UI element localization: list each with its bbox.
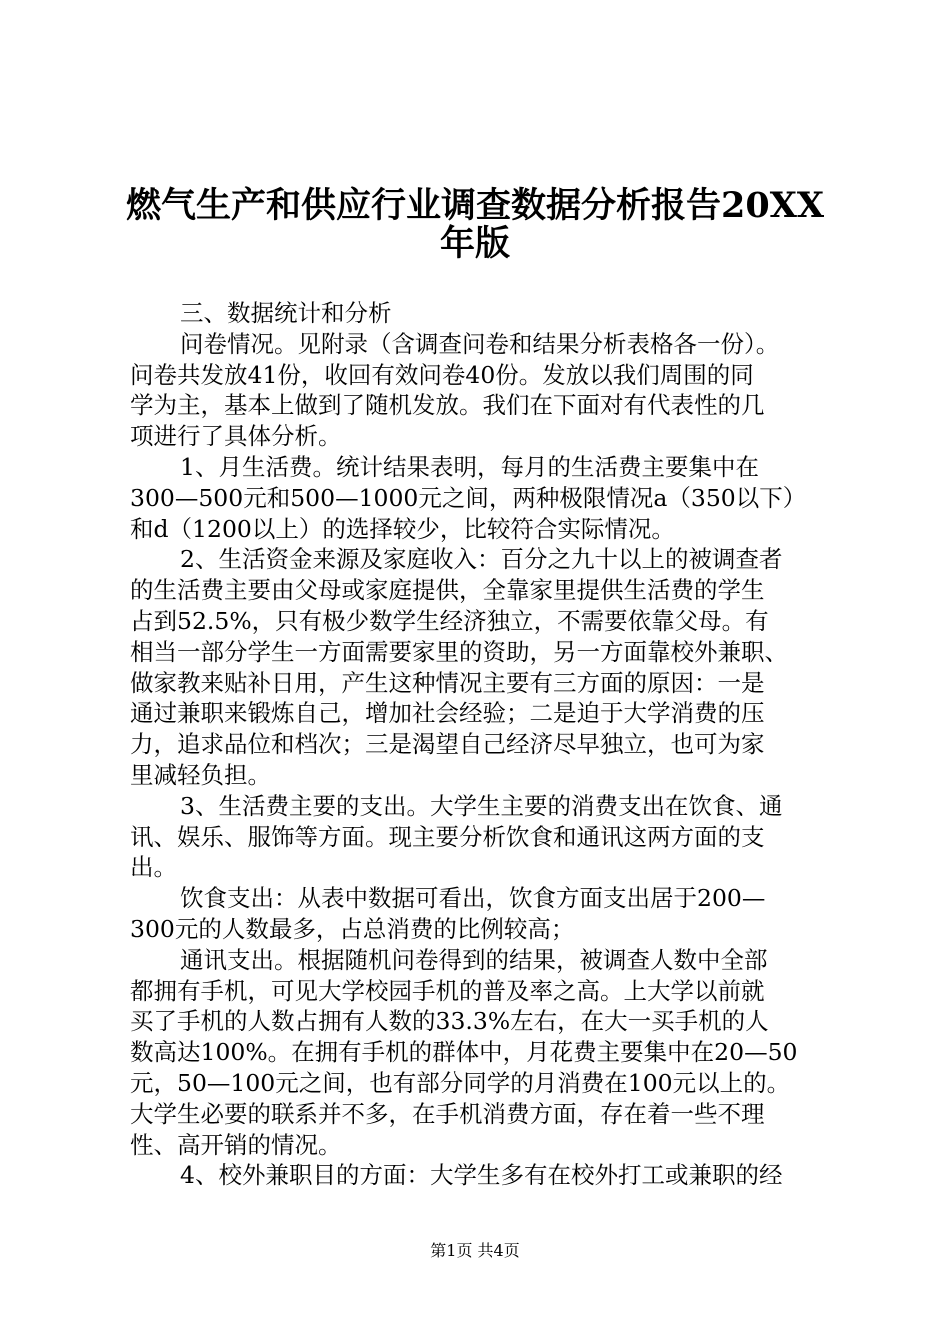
paragraph-line: 大学生必要的联系并不多，在手机消费方面，存在着一些不理 — [130, 1099, 765, 1128]
paragraph-line: 买了手机的人数占拥有人数的33.3%左右，在大一买手机的人 — [130, 1007, 769, 1036]
paragraph-line: 出。 — [130, 853, 177, 882]
paragraph-line: 元，50—100元之间，也有部分同学的月消费在100元以上的。 — [130, 1068, 791, 1097]
paragraph-line: 的生活费主要由父母或家庭提供，全靠家里提供生活费的学生 — [130, 576, 765, 605]
paragraph-line: 300—500元和500—1000元之间，两种极限情况a（350以下） — [130, 483, 807, 512]
paragraph-line: 饮食支出：从表中数据可看出，饮食方面支出居于200— — [180, 884, 766, 913]
paragraph-line: 学为主，基本上做到了随机发放。我们在下面对有代表性的几 — [130, 391, 765, 420]
paragraph-line: 占到52.5%，只有极少数学生经济独立，不需要依靠父母。有 — [130, 606, 769, 635]
page-number-footer: 第1页 共4页 — [430, 1241, 520, 1260]
paragraph-line: 讯、娱乐、服饰等方面。现主要分析饮食和通讯这两方面的支 — [130, 822, 765, 851]
paragraph-line: 2、生活资金来源及家庭收入：百分之九十以上的被调查者 — [180, 545, 783, 574]
document-title-line-1: 燃气生产和供应行业调查数据分析报告20XX — [125, 185, 825, 226]
paragraph-line: 通讯支出。根据随机问卷得到的结果，被调查人数中全部 — [180, 945, 768, 974]
paragraph-line: 项进行了具体分析。 — [130, 422, 342, 451]
section-heading: 三、数据统计和分析 — [180, 299, 392, 327]
paragraph-line: 通过兼职来锻炼自己，增加社会经验；二是迫于大学消费的压 — [130, 699, 765, 728]
paragraph-line: 1、月生活费。统计结果表明，每月的生活费主要集中在 — [180, 452, 759, 481]
paragraph-line: 3、生活费主要的支出。大学生主要的消费支出在饮食、通 — [180, 791, 783, 820]
paragraph-line: 做家教来贴补日用，产生这种情况主要有三方面的原因：一是 — [130, 668, 765, 697]
paragraph-line: 都拥有手机，可见大学校园手机的普及率之高。上大学以前就 — [130, 976, 765, 1005]
paragraph-line: 300元的人数最多，占总消费的比例较高； — [130, 914, 575, 943]
paragraph-line: 问卷共发放41份，收回有效问卷40份。发放以我们周围的同 — [130, 360, 754, 389]
paragraph-line: 问卷情况。见附录（含调查问卷和结果分析表格各一份）。 — [180, 329, 780, 358]
paragraph-line: 4、校外兼职目的方面：大学生多有在校外打工或兼职的经 — [180, 1161, 783, 1190]
paragraph-line: 数高达100%。在拥有手机的群体中，月花费主要集中在20—50 — [130, 1038, 798, 1067]
paragraph-line: 性、高开销的情况。 — [130, 1130, 342, 1159]
document-title-line-2: 年版 — [439, 223, 510, 264]
paragraph-line: 力，追求品位和档次；三是渴望自己经济尽早独立，也可为家 — [130, 730, 765, 759]
paragraph-line: 里减轻负担。 — [130, 760, 271, 789]
paragraph-line: 相当一部分学生一方面需要家里的资助，另一方面靠校外兼职、 — [130, 637, 788, 666]
paragraph-line: 和d（1200以上）的选择较少，比较符合实际情况。 — [130, 514, 675, 543]
document-body — [130, 298, 840, 1191]
